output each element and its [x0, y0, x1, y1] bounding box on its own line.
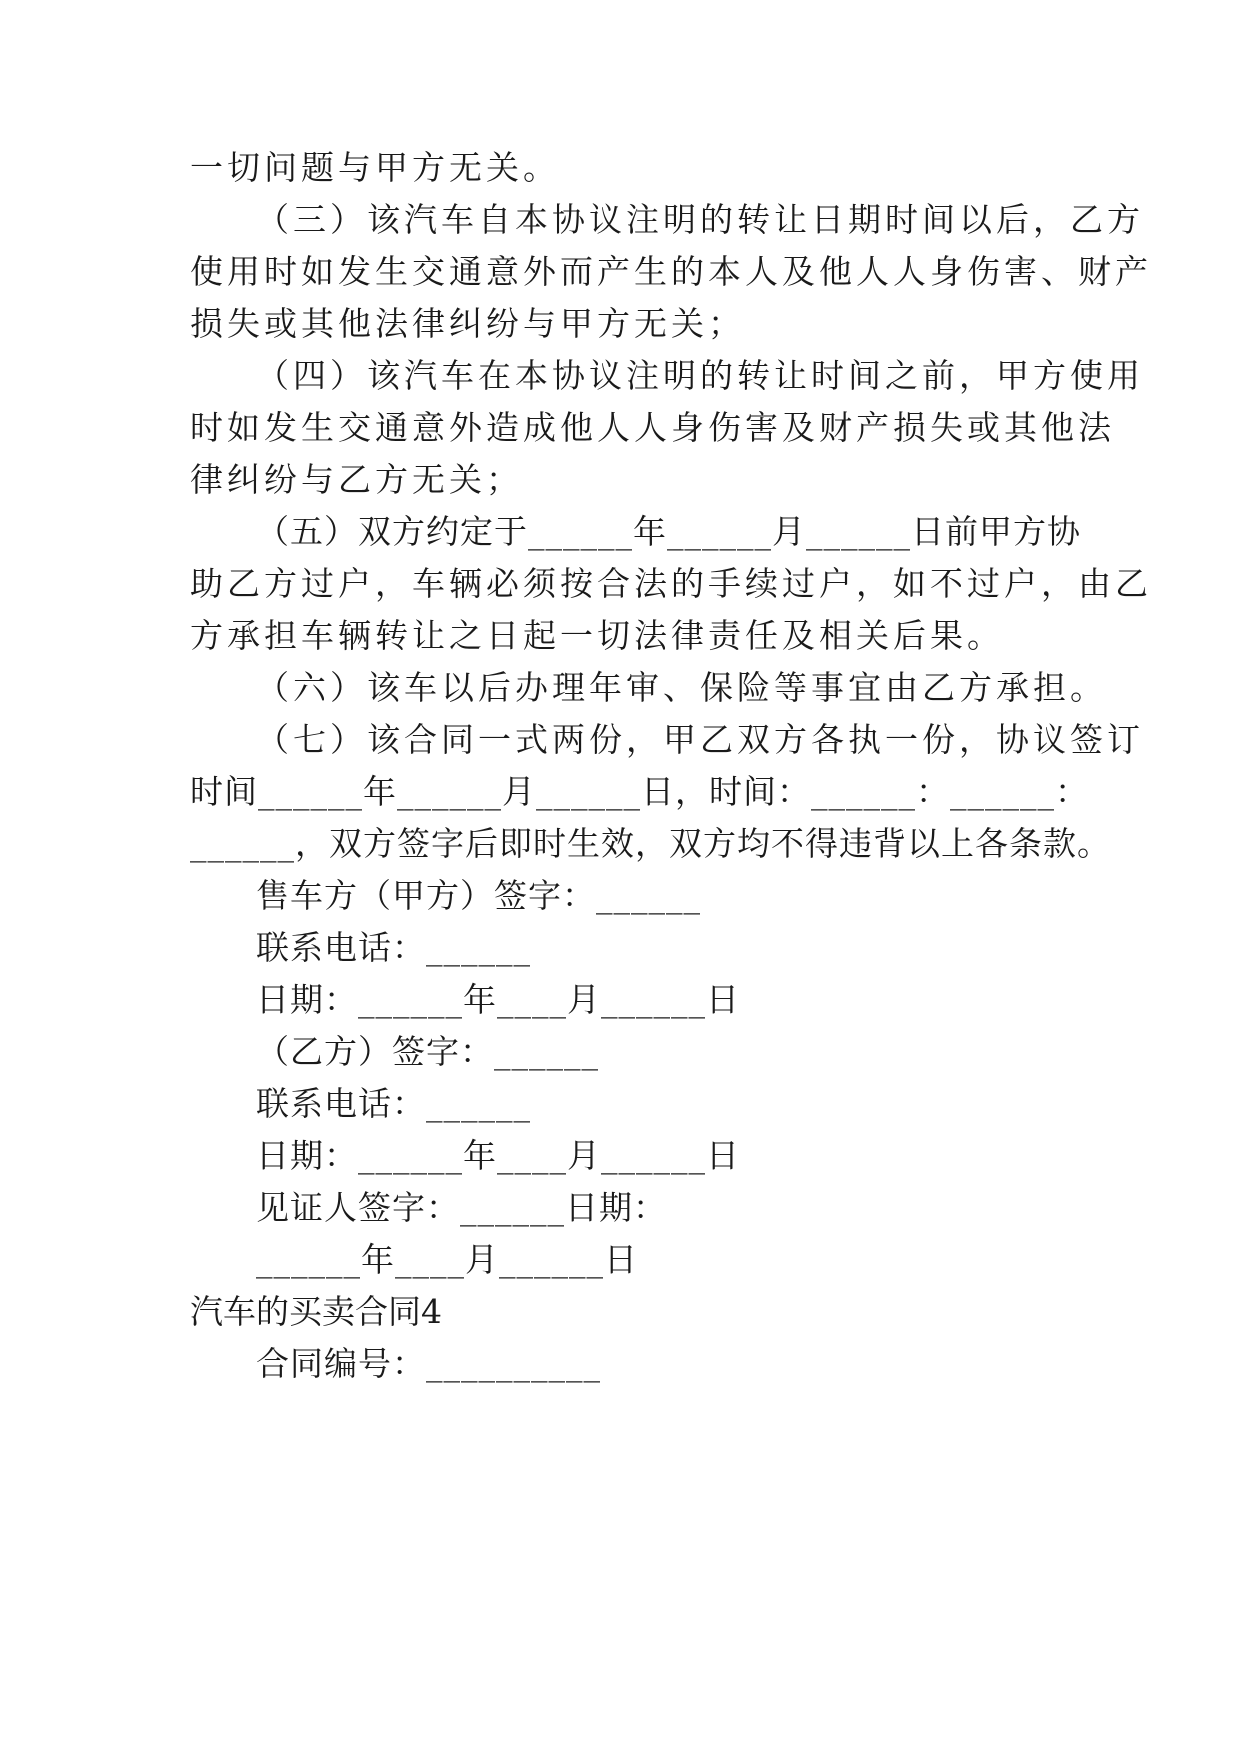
text-line-1: 一切问题与甲方无关。 — [190, 148, 560, 187]
clause-4-line-2: 时如发生交通意外造成他人人身伤害及财产损失或其他法 — [190, 408, 1115, 447]
clause-7-line-3: ______，双方签字后即时生效，双方均不得违背以上各条款。 — [190, 824, 1111, 863]
seller-signature: 售车方（甲方）签字：______ — [256, 876, 701, 915]
section-title: 汽车的买卖合同4 — [190, 1292, 442, 1331]
seller-phone: 联系电话：______ — [256, 928, 531, 967]
clause-5-line-2: 助乙方过户，车辆必须按合法的手续过户，如不过户，由乙 — [190, 564, 1152, 603]
clause-5-line-3: 方承担车辆转让之日起一切法律责任及相关后果。 — [190, 616, 1004, 655]
clause-5-line-1: （五）双方约定于______年______月______日前甲方协 — [256, 512, 1081, 551]
buyer-date: 日期：______年____月______日 — [256, 1136, 740, 1175]
buyer-phone: 联系电话：______ — [256, 1084, 531, 1123]
clause-7-line-1: （七）该合同一式两份，甲乙双方各执一份，协议签订 — [256, 720, 1144, 759]
contract-number: 合同编号：__________ — [256, 1344, 601, 1383]
clause-3-line-1: （三）该汽车自本协议注明的转让日期时间以后，乙方 — [256, 200, 1144, 239]
clause-4-line-1: （四）该汽车在本协议注明的转让时间之前，甲方使用 — [256, 356, 1144, 395]
witness-date: ______年____月______日 — [256, 1240, 638, 1279]
clause-6-line-1: （六）该车以后办理年审、保险等事宜由乙方承担。 — [256, 668, 1107, 707]
seller-date: 日期：______年____月______日 — [256, 980, 740, 1019]
witness-signature: 见证人签字：______日期： — [256, 1188, 667, 1227]
buyer-signature: （乙方）签字：______ — [256, 1032, 599, 1071]
clause-3-line-2: 使用时如发生交通意外而产生的本人及他人人身伤害、财产 — [190, 252, 1152, 291]
clause-3-line-3: 损失或其他法律纠纷与甲方无关； — [190, 304, 745, 343]
clause-4-line-3: 律纠纷与乙方无关； — [190, 460, 523, 499]
clause-7-line-2: 时间______年______月______日，时间：______：______： — [190, 772, 1089, 811]
